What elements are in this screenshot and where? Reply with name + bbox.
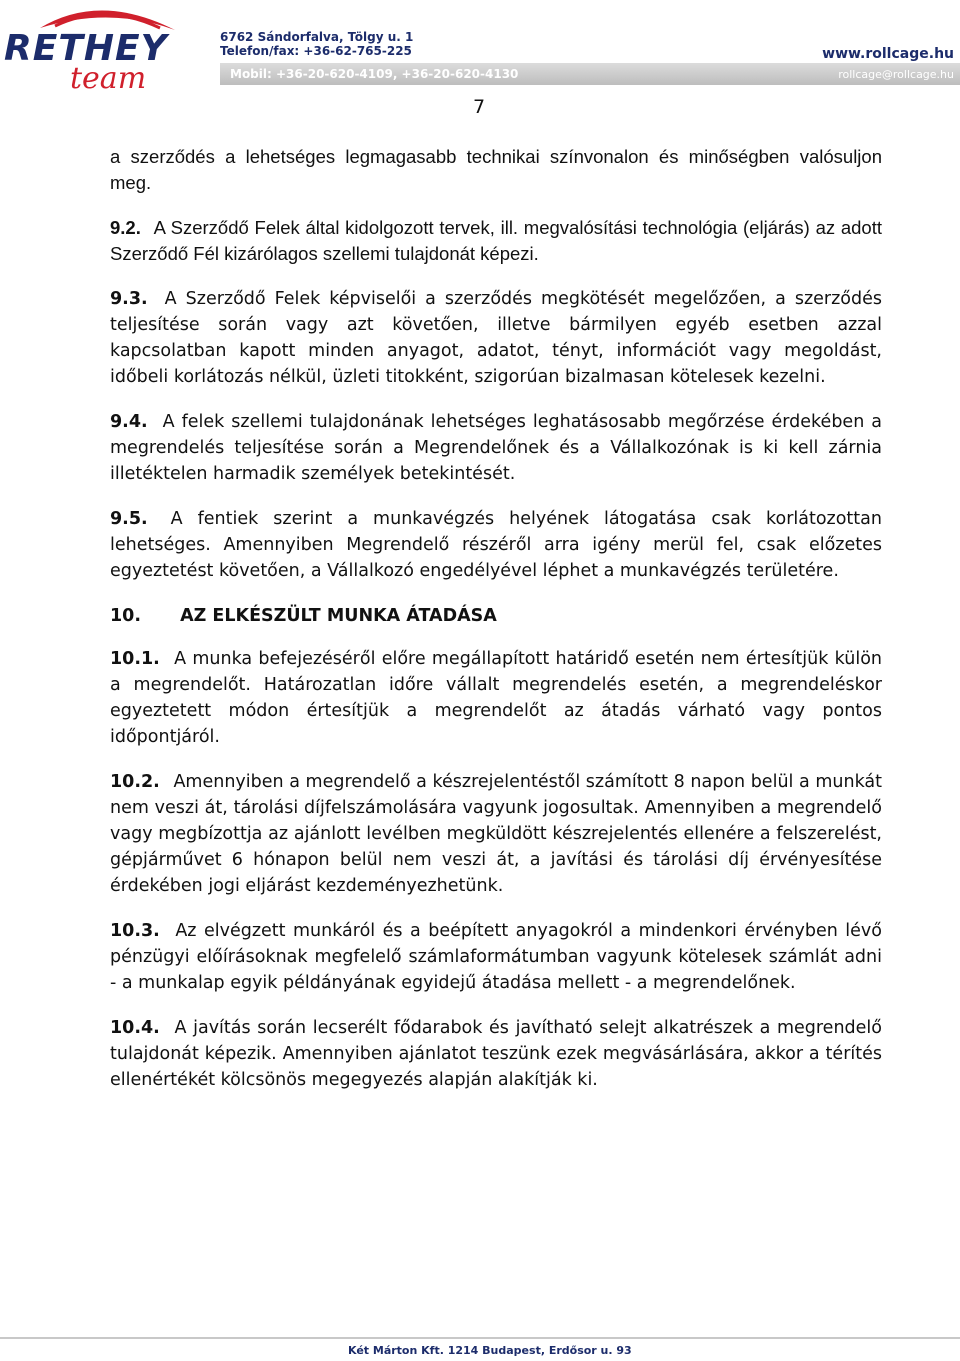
- paragraph-text: A munka befejezéséről előre megállapított határidő esetén nem értesítjük külön a megrendelőt. Határozatlan időre vállalt megrendelés esetén, a megrendeléskor egyeztetett módon értesítjük a megrendelőt az átadás várható vagy pontos időpontjáról.: [110, 649, 882, 747]
- paragraph-9-3: [110, 286, 882, 390]
- paragraph-number: 9.3.: [110, 289, 148, 309]
- company-logo: [0, 0, 205, 92]
- section-title: AZ ELKÉSZÜLT MUNKA ÁTADÁSA: [180, 606, 497, 626]
- paragraph-number: 10.1.: [110, 649, 160, 669]
- paragraph-number: 10.4.: [110, 1018, 160, 1038]
- section-heading: [110, 603, 882, 629]
- paragraph-number: 10.2.: [110, 772, 160, 792]
- paragraph-10-4: [110, 1015, 882, 1093]
- email-link[interactable]: rollcage@rollcage.hu: [838, 68, 954, 81]
- paragraph-number: 9.2.: [110, 217, 141, 238]
- paragraph-10-1: [110, 646, 882, 750]
- paragraph-9-4: [110, 409, 882, 487]
- paragraph-number: 9.4.: [110, 412, 148, 432]
- footer-company: Két Márton Kft. 1214 Budapest, Erdősor u. 93: [348, 1344, 632, 1357]
- paragraph-9-5: [110, 506, 882, 584]
- phone-fax-line: Telefon/fax: +36-62-765-225: [220, 44, 412, 58]
- footer-divider: [0, 1337, 960, 1339]
- paragraph-text: A javítás során lecserélt fődarabok és javítható selejt alkatrészek a megrendelő tulajdonát képezik. Amennyiben ajánlatot teszünk ezek megvásárlására, akkor a térítés ellenértékét kölcsönös megegyezés alapján alakítják ki.: [110, 1018, 882, 1090]
- paragraph-10-2: [110, 769, 882, 899]
- svg-text:RETHEY: RETHEY: [4, 28, 168, 69]
- contact-block: [220, 30, 413, 58]
- paragraph-text: Az elvégzett munkáról és a beépített anyagokról a mindenkori érvényben lévő pénzügyi előírásoknak megfelelő számlaformátumban vagyunk kötelesek számlát adni - a munkalap egyik példányának egyidejű átadása mellett - a megrendelőnek.: [110, 921, 882, 993]
- document-body: [110, 144, 882, 1112]
- page-footer: [0, 1337, 960, 1361]
- paragraph-text: A fentiek szerint a munkavégzés helyének látogatása csak korlátozottan lehetséges. Amennyiben Megrendelő részéről arra igény merül fel, csak előzetes egyeztetést követően, a Vállalkozó engedélyével léphet a munkavégzés területére.: [110, 509, 882, 581]
- rethey-logo-icon: [0, 0, 205, 92]
- paragraph-continuation: [110, 144, 882, 196]
- paragraph-9-2: [110, 215, 882, 267]
- mobile-line: Mobil: +36-20-620-4109, +36-20-620-4130: [230, 67, 519, 81]
- paragraph-text: A Szerződő Felek által kidolgozott tervek, ill. megvalósítási technológia (eljárás) az adott Szerződő Fél kizárólagos szellemi tulajdonát képezi.: [110, 217, 882, 264]
- paragraph-number: 9.5.: [110, 509, 148, 529]
- paragraph-text: A felek szellemi tulajdonának lehetséges leghatásosabb megőrzése érdekében a megrendelés teljesítése során a Megrendelőnek és a Vállalkozónak is ki kell zárnia illetéktelen harmadik személyek betekintését.: [110, 412, 882, 484]
- svg-text:team: team: [70, 61, 147, 92]
- letterhead: [0, 0, 960, 92]
- paragraph-number: 10.3.: [110, 921, 160, 941]
- paragraph-text: a szerződés a lehetséges legmagasabb technikai színvonalon és minőségben valósuljon meg.: [110, 146, 882, 193]
- paragraph-text: Amennyiben a megrendelő a készrejelentéstől számított 8 napon belül a munkát nem veszi át, tárolási díjfelszámolására vagyunk jogosultak. Amennyiben a megrendelő vagy megbízottja az ajánlott levélben megküldött készrejelentés ellenére a felszerelést, gépjárművet 6 hónapon belül nem veszi át, a javítási és tárolási díj érvényesítése érdekében jogi eljárást kezdeményezhetünk.: [110, 772, 882, 896]
- website-link[interactable]: www.rollcage.hu: [822, 46, 954, 62]
- address-line: 6762 Sándorfalva, Tölgy u. 1: [220, 30, 414, 44]
- section-number: 10.: [110, 606, 142, 626]
- page-number: 7: [473, 96, 486, 118]
- paragraph-text: A Szerződő Felek képviselői a szerződés megkötését megelőzően, a szerződés teljesítése során vagy azt követően, illetve bármilyen egyéb esetben azzal kapcsolatban kapott minden anyagot, adatot, tényt, információt vagy megoldást, időbeli korlátozás nélkül, üzleti titokként, szigorúan bizalmasan kötelesek kezelni.: [110, 289, 882, 387]
- paragraph-10-3: [110, 918, 882, 996]
